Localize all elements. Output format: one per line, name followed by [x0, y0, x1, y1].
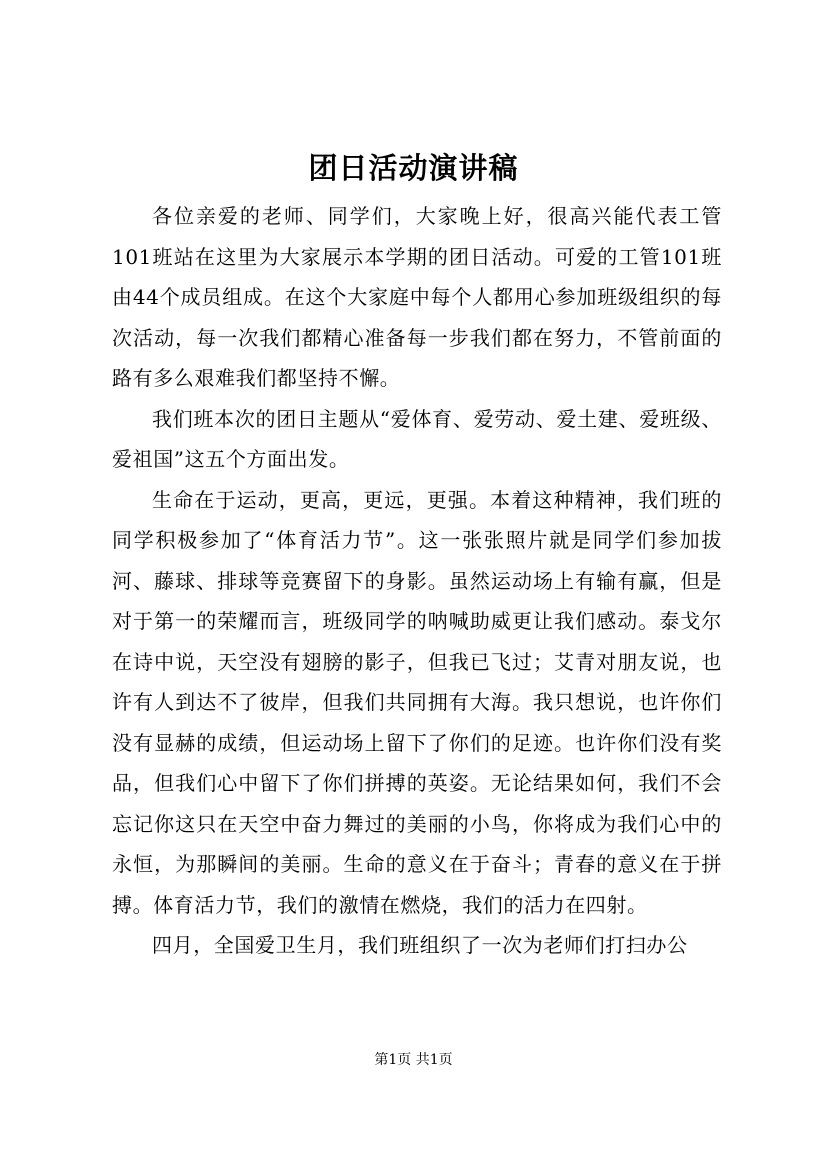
paragraph-theme: 我们班本次的团日主题从“爱体育、爱劳动、爱土建、爱班级、爱祖国”这五个方面出发。 — [112, 406, 722, 471]
document-body — [112, 196, 722, 966]
paragraph-sports-festival: 生命在于运动，更高，更远，更强。本着这种精神，我们班的同学积极参加了“体育活力节”。这一张张照片就是同学们参加拔河、藤球、排球等竞赛留下的身影。虽然运动场上有输有赢，但是对于第一的荣耀而言，班级同学的呐喊助威更让我们感动。泰戈尔在诗中说，天空没有翅膀的影子，但我已飞过；艾青对朋友说，也许有人到达不了彼岸，但我们共同拥有大海。我只想说，也许你们没有显赫的成绩，但运动场上留下了你们的足迹。也许你们没有奖品，但我们心中留下了你们拼搏的英姿。无论结果如何，我们不会忘记你这只在天空中奋力舞过的美丽的小鸟，你将成为我们心中的永恒，为那瞬间的美丽。生命的意义在于奋斗；青春的意义在于拼搏。体育活力节，我们的激情在燃烧，我们的活力在四射。 — [112, 487, 722, 917]
page-footer: 第1页 共1页 — [374, 1052, 453, 1068]
paragraph-greeting: 各位亲爱的老师、同学们，大家晚上好，很高兴能代表工管101班站在这里为大家展示本学期的团日活动。可爱的工管101班由44个成员组成。在这个大家庭中每个人都用心参加班级组织的每次活动，每一次我们都精心准备每一步我们都在努力，不管前面的路有多么艰难我们都坚持不懈。 — [112, 204, 722, 390]
document-title: 团日活动演讲稿 — [308, 151, 519, 185]
paragraph-hygiene-month: 四月，全国爱卫生月，我们班组织了一次为老师们打扫办公 — [152, 933, 688, 957]
